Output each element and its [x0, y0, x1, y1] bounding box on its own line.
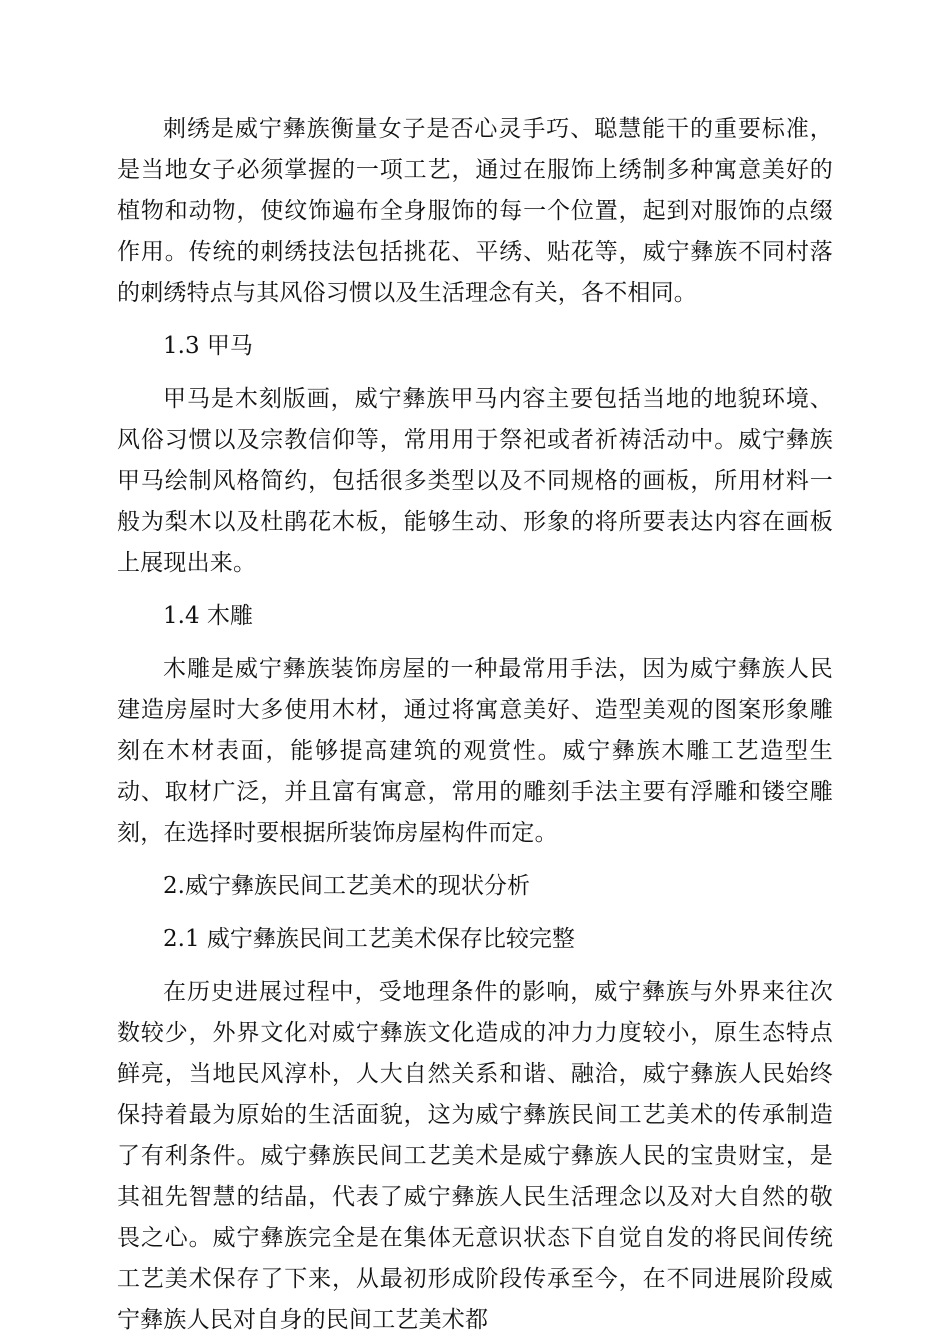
paragraph-woodcarving: 木雕是威宁彝族装饰房屋的一种最常用手法，因为威宁彝族人民建造房屋时大多使用木材，通过将寓意美好、造型美观的图案形象雕刻在木材表面，能够提高建筑的观赏性。威宁彝族木雕工艺造型生动、取材广泛，并且富有寓意，常用的雕刻手法主要有浮雕和镂空雕刻，在选择时要根据所装饰房屋构件而定。: [117, 656, 833, 846]
paragraph-preservation: 在历史进展过程中，受地理条件的影响，威宁彝族与外界来往次数较少，外界文化对威宁彝族文化造成的冲力力度较小，原生态特点鲜亮，当地民风淳朴，人大自然关系和谐、融洽，威宁彝族人民始终保持着最为原始的生活面貌，这为威宁彝族民间工艺美术的传承制造了有利条件。威宁彝族民间工艺美术是威宁彝族人民的宝贵财宝，是其祖先智慧的结晶，代表了威宁彝族人民生活理念以及对大自然的敬畏之心。威宁彝族完全是在集体无意识状态下自觉自发的将民间传统工艺美术保存了下来，从最初形成阶段传承至今，在不同进展阶段威宁彝族人民对自身的民间工艺美术都: [117, 979, 833, 1333]
spacer: [117, 854, 833, 866]
spacer: [117, 584, 833, 596]
heading-1-4: 1.4 木雕: [163, 603, 253, 629]
spacer: [117, 637, 833, 649]
document-page: [117, 109, 833, 1341]
spacer: [117, 314, 833, 326]
spacer: [117, 960, 833, 972]
paragraph-jiama: 甲马是木刻版画，威宁彝族甲马内容主要包括当地的地貌环境、风俗习惯以及宗教信仰等，常用用于祭祀或者祈祷活动中。威宁彝族甲马绘制风格简约，包括很多类型以及不同规格的画板，所用材料一般为梨木以及杜鹃花木板，能够生动、形象的将所要表达内容在画板上展现出来。: [117, 386, 833, 576]
heading-2: 2.威宁彝族民间工艺美术的现状分析: [163, 873, 530, 899]
spacer: [117, 367, 833, 379]
spacer: [117, 907, 833, 919]
heading-2-1: 2.1 威宁彝族民间工艺美术保存比较完整: [163, 926, 575, 952]
heading-1-3: 1.3 甲马: [163, 333, 253, 359]
paragraph-embroidery: 刺绣是威宁彝族衡量女子是否心灵手巧、聪慧能干的重要标准，是当地女子必须掌握的一项工艺，通过在服饰上绣制多种寓意美好的植物和动物，使纹饰遍布全身服饰的每一个位置，起到对服饰的点缀作用。传统的刺绣技法包括挑花、平绣、贴花等，威宁彝族不同村落的刺绣特点与其风俗习惯以及生活理念有关，各不相同。: [117, 116, 833, 306]
